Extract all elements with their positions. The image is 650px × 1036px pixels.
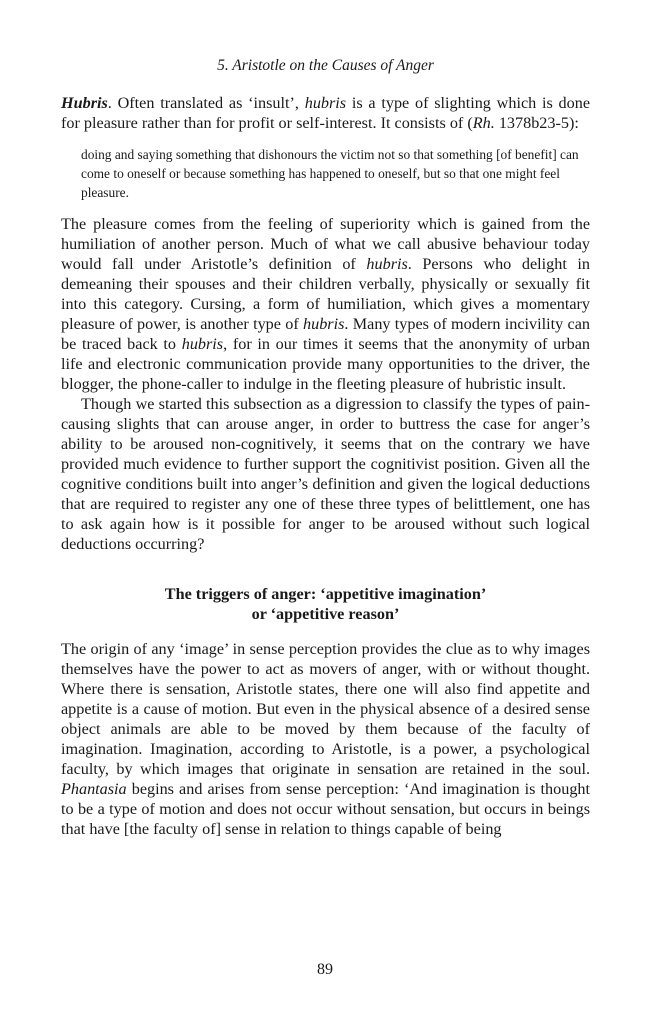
running-head: 5. Aristotle on the Causes of Anger [217, 57, 434, 74]
text-run: begins and arises from sense perception: ‘And imagination is thought to be a type of motion and does not occur without sensation, but occurs in beings that have [the faculty of] sense in relation to things capable of being [61, 780, 590, 838]
section-heading-line2: or ‘appetitive reason’ [251, 605, 400, 623]
text-run: 1378b23-5): [494, 114, 579, 132]
italic-term: hubris [304, 94, 347, 112]
paragraph-pleasure-superiority [61, 214, 590, 394]
paragraph-imagination [61, 639, 590, 839]
text-run: The pleasure comes from the feeling of superiority which is gained from the humiliation of another person. Much of what we call abusive behaviour today would fall under Aristotle’s definition of [61, 215, 590, 273]
citation-abbrev: Rh. [472, 114, 495, 132]
italic-term: hubris [303, 315, 345, 333]
text-run: . Many types of modern incivility can be traced back to [61, 315, 590, 353]
paragraph-digression: Though we started this subsection as a digression to classify the types of pain-causing slights that can arouse anger, in order to buttress the case for anger’s ability to be aroused non-cognitively, it seems that on the contrary we have provided much evidence to further support the cognitivist position. Given all the cognitive conditions built into anger’s definition and given the logical deductions that are required to register any one of these three types of belittlement, one has to ask again how is it possible for anger to be aroused without such logical deductions occurring? [61, 395, 590, 553]
text-run: , for in our times it seems that the anonymity of urban life and electronic communication provide many opportunities to the driver, the blogger, the phone-caller to indulge in the fleeting pleasure of hubristic insult. [61, 335, 590, 393]
section-heading [61, 584, 590, 624]
italic-term: hubris [366, 255, 408, 273]
block-quote: doing and saying something that dishonours the victim not so that something [of benefit] can come to oneself or because something has happened to oneself, but so that one might feel pleasure. [81, 147, 579, 200]
text-run: The origin of any ‘image’ in sense perception provides the clue as to why images themselves have the power to act as movers of anger, with or without thought. Where there is sensation, Aristotle states, there one will also find appetite and appetite is a cause of motion. But even in the physical absence of a desired sense object animals are able to be moved by them because of the faculty of imagination. Imagination, according to Aristotle, is a power, a psychological faculty, by which images that originate in sensation are retained in the soul. [61, 640, 590, 778]
text-run: is a type of slighting which is done for pleasure rather than for profit or self-interest. It consists of ( [61, 94, 590, 132]
section-heading-line1: The triggers of anger: ‘appetitive imagination’ [164, 585, 487, 603]
italic-term: hubris [181, 335, 224, 353]
italic-term: Phantasia [61, 780, 127, 798]
page-number: 89 [317, 961, 333, 978]
text-run: . Persons who delight in demeaning their spouses and their children verbally, physically or sexually fit into this category. Cursing, a form of humiliation, which gives a momentary pleasure of power, is another type of [61, 255, 590, 333]
paragraph-hubris-definition [61, 93, 590, 133]
lead-term-hubris: Hubris [61, 94, 108, 112]
page-body [61, 56, 590, 839]
text-run: . Often translated as ‘insult’, [107, 94, 305, 112]
